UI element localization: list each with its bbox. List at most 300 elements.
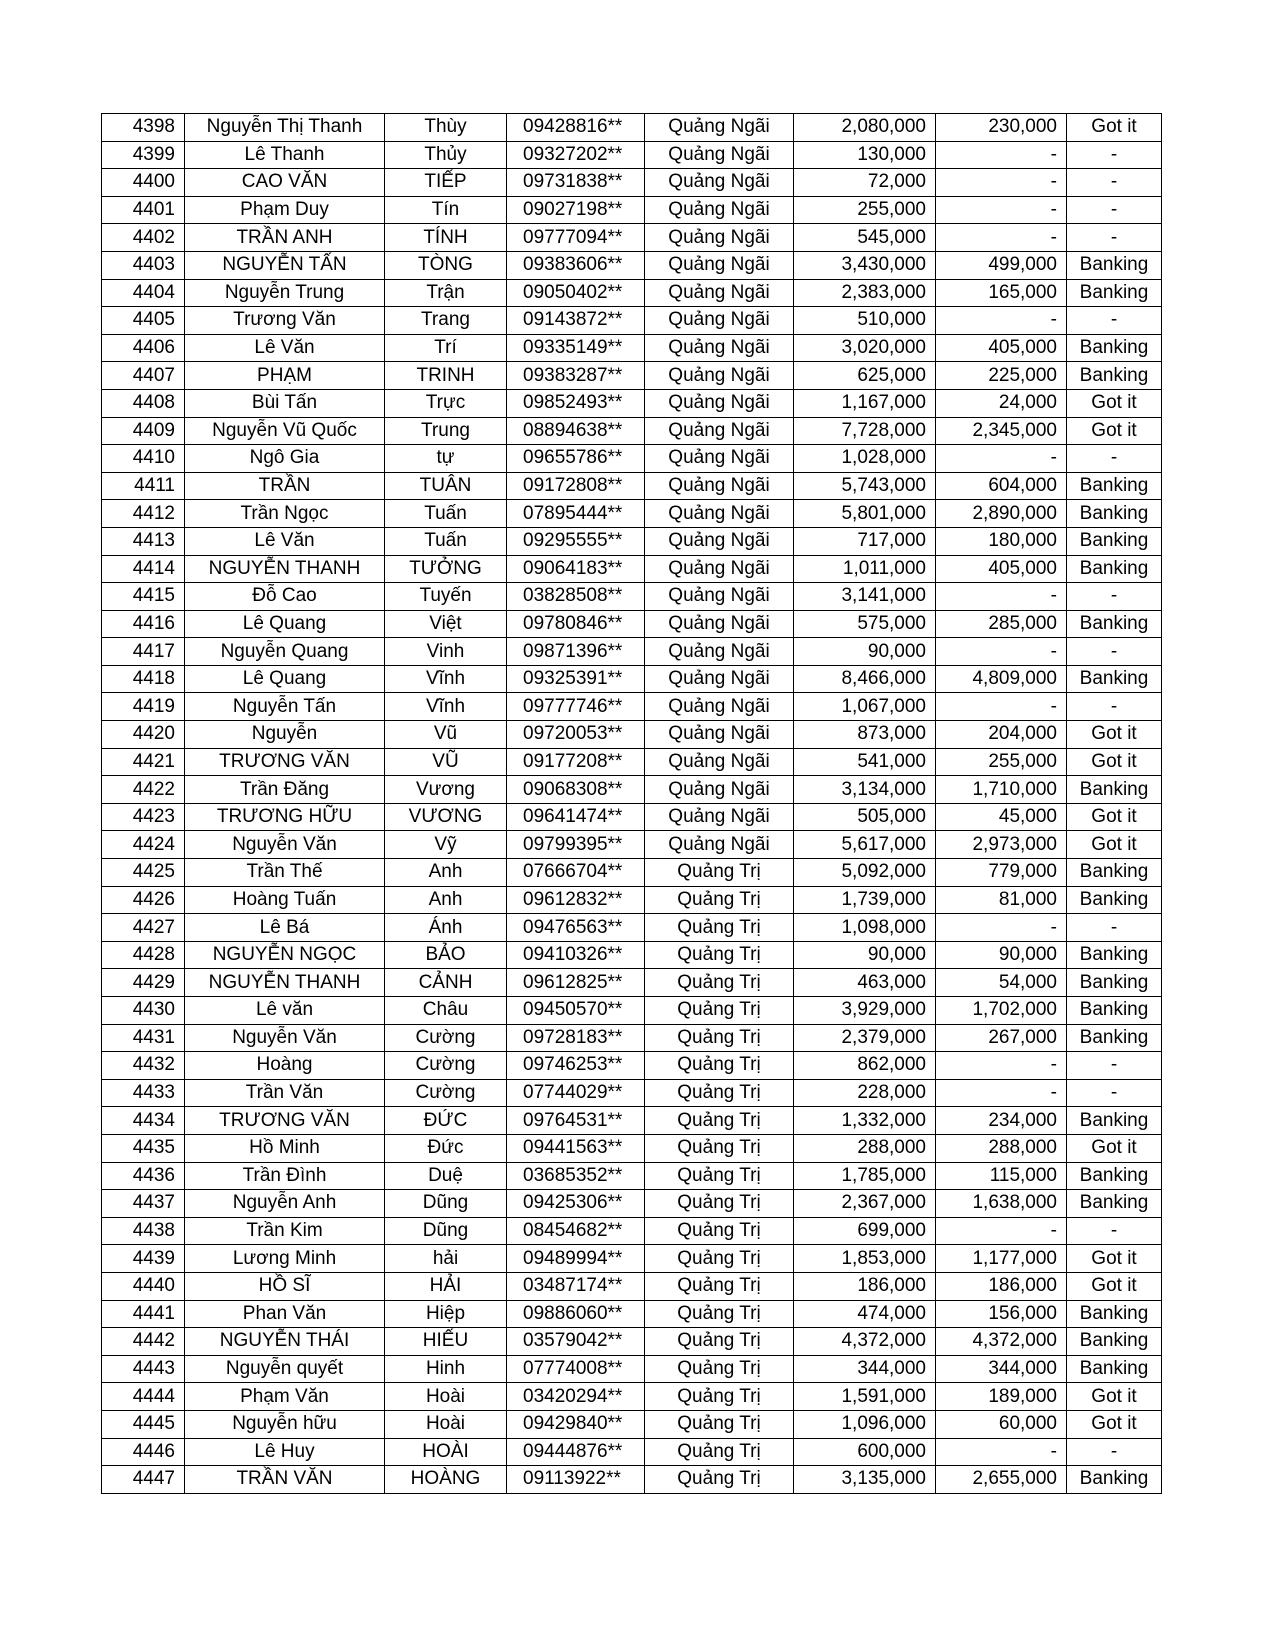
surname-cell: Phạm Văn: [185, 1383, 385, 1411]
row-number-cell: 4447: [102, 1466, 185, 1494]
paid-amount-cell: 4,372,000: [936, 1328, 1067, 1356]
amount-cell: 8,466,000: [794, 665, 936, 693]
surname-cell: Trần Ngọc: [185, 500, 385, 528]
phone-cell: 09852493**: [507, 389, 645, 417]
amount-cell: 288,000: [794, 1134, 936, 1162]
amount-cell: 2,379,000: [794, 1024, 936, 1052]
paid-amount-cell: 24,000: [936, 389, 1067, 417]
table-row: [102, 1052, 1162, 1080]
paid-amount-cell: 54,000: [936, 969, 1067, 997]
province-cell: Quảng Ngãi: [645, 307, 794, 335]
amount-cell: 72,000: [794, 169, 936, 197]
surname-cell: Lương Minh: [185, 1245, 385, 1273]
given-name-cell: Vĩnh: [385, 693, 507, 721]
table-row: [102, 224, 1162, 252]
row-number-cell: 4413: [102, 527, 185, 555]
payment-method-cell: Got it: [1067, 114, 1162, 142]
row-number-cell: 4420: [102, 721, 185, 749]
payment-method-cell: -: [1067, 693, 1162, 721]
row-number-cell: 4408: [102, 389, 185, 417]
surname-cell: Lê Quang: [185, 610, 385, 638]
amount-cell: 1,739,000: [794, 886, 936, 914]
surname-cell: Hoàng: [185, 1052, 385, 1080]
row-number-cell: 4424: [102, 831, 185, 859]
surname-cell: Đỗ Cao: [185, 583, 385, 611]
paid-amount-cell: 165,000: [936, 279, 1067, 307]
surname-cell: Trần Đăng: [185, 776, 385, 804]
row-number-cell: 4416: [102, 610, 185, 638]
surname-cell: Ngô Gia: [185, 445, 385, 473]
province-cell: Quảng Ngãi: [645, 362, 794, 390]
payment-method-cell: Banking: [1067, 997, 1162, 1025]
given-name-cell: Anh: [385, 886, 507, 914]
province-cell: Quảng Trị: [645, 1410, 794, 1438]
phone-cell: 09050402**: [507, 279, 645, 307]
row-number-cell: 4409: [102, 417, 185, 445]
province-cell: Quảng Ngãi: [645, 472, 794, 500]
paid-amount-cell: 45,000: [936, 803, 1067, 831]
phone-cell: 09027198**: [507, 196, 645, 224]
paid-amount-cell: 1,177,000: [936, 1245, 1067, 1273]
table-row: [102, 555, 1162, 583]
phone-cell: 08454682**: [507, 1217, 645, 1245]
amount-cell: 545,000: [794, 224, 936, 252]
province-cell: Quảng Trị: [645, 1217, 794, 1245]
row-number-cell: 4437: [102, 1190, 185, 1218]
surname-cell: Lê Bá: [185, 914, 385, 942]
table-row: [102, 610, 1162, 638]
payment-method-cell: -: [1067, 196, 1162, 224]
given-name-cell: VŨ: [385, 748, 507, 776]
amount-cell: 1,853,000: [794, 1245, 936, 1273]
table-row: [102, 831, 1162, 859]
province-cell: Quảng Ngãi: [645, 169, 794, 197]
row-number-cell: 4422: [102, 776, 185, 804]
phone-cell: 03420294**: [507, 1383, 645, 1411]
amount-cell: 344,000: [794, 1355, 936, 1383]
payment-method-cell: -: [1067, 307, 1162, 335]
paid-amount-cell: -: [936, 1438, 1067, 1466]
surname-cell: Nguyễn Vũ Quốc: [185, 417, 385, 445]
phone-cell: 09720053**: [507, 721, 645, 749]
surname-cell: Nguyễn Thị Thanh: [185, 114, 385, 142]
phone-cell: 09799395**: [507, 831, 645, 859]
surname-cell: TRẦN ANH: [185, 224, 385, 252]
row-number-cell: 4404: [102, 279, 185, 307]
paid-amount-cell: 230,000: [936, 114, 1067, 142]
table-row: [102, 472, 1162, 500]
amount-cell: 5,743,000: [794, 472, 936, 500]
table-row: [102, 1328, 1162, 1356]
surname-cell: Lê Huy: [185, 1438, 385, 1466]
paid-amount-cell: -: [936, 1079, 1067, 1107]
paid-amount-cell: 285,000: [936, 610, 1067, 638]
payment-method-cell: Banking: [1067, 665, 1162, 693]
phone-cell: 09450570**: [507, 997, 645, 1025]
amount-cell: 575,000: [794, 610, 936, 638]
given-name-cell: Thùy: [385, 114, 507, 142]
row-number-cell: 4414: [102, 555, 185, 583]
payment-method-cell: Banking: [1067, 472, 1162, 500]
row-number-cell: 4415: [102, 583, 185, 611]
table-row: [102, 1024, 1162, 1052]
phone-cell: 09780846**: [507, 610, 645, 638]
given-name-cell: ĐỨC: [385, 1107, 507, 1135]
payment-method-cell: -: [1067, 1052, 1162, 1080]
phone-cell: 09172808**: [507, 472, 645, 500]
phone-cell: 07895444**: [507, 500, 645, 528]
given-name-cell: Cường: [385, 1052, 507, 1080]
province-cell: Quảng Ngãi: [645, 196, 794, 224]
row-number-cell: 4407: [102, 362, 185, 390]
given-name-cell: HIẾU: [385, 1328, 507, 1356]
phone-cell: 09068308**: [507, 776, 645, 804]
province-cell: Quảng Trị: [645, 997, 794, 1025]
given-name-cell: Thủy: [385, 141, 507, 169]
payment-method-cell: Got it: [1067, 417, 1162, 445]
paid-amount-cell: 2,345,000: [936, 417, 1067, 445]
given-name-cell: Đức: [385, 1134, 507, 1162]
province-cell: Quảng Ngãi: [645, 114, 794, 142]
province-cell: Quảng Ngãi: [645, 610, 794, 638]
payment-method-cell: Banking: [1067, 362, 1162, 390]
amount-cell: 625,000: [794, 362, 936, 390]
amount-cell: 600,000: [794, 1438, 936, 1466]
amount-cell: 1,785,000: [794, 1162, 936, 1190]
payment-method-cell: Banking: [1067, 500, 1162, 528]
province-cell: Quảng Trị: [645, 1300, 794, 1328]
phone-cell: 09746253**: [507, 1052, 645, 1080]
table-row: [102, 1190, 1162, 1218]
row-number-cell: 4438: [102, 1217, 185, 1245]
table-body: [102, 114, 1162, 1494]
payment-method-cell: -: [1067, 1217, 1162, 1245]
amount-cell: 3,430,000: [794, 251, 936, 279]
paid-amount-cell: 604,000: [936, 472, 1067, 500]
row-number-cell: 4418: [102, 665, 185, 693]
surname-cell: Nguyễn Trung: [185, 279, 385, 307]
amount-cell: 4,372,000: [794, 1328, 936, 1356]
payment-method-cell: Banking: [1067, 1190, 1162, 1218]
table-row: [102, 1466, 1162, 1494]
table-row: [102, 500, 1162, 528]
payment-method-cell: -: [1067, 914, 1162, 942]
province-cell: Quảng Trị: [645, 1328, 794, 1356]
table-row: [102, 1217, 1162, 1245]
amount-cell: 463,000: [794, 969, 936, 997]
surname-cell: Trần Văn: [185, 1079, 385, 1107]
amount-cell: 90,000: [794, 638, 936, 666]
given-name-cell: Hiệp: [385, 1300, 507, 1328]
province-cell: Quảng Ngãi: [645, 527, 794, 555]
row-number-cell: 4440: [102, 1272, 185, 1300]
surname-cell: Nguyễn hữu: [185, 1410, 385, 1438]
surname-cell: TRẦN: [185, 472, 385, 500]
amount-cell: 474,000: [794, 1300, 936, 1328]
given-name-cell: TƯỞNG: [385, 555, 507, 583]
row-number-cell: 4429: [102, 969, 185, 997]
phone-cell: 07774008**: [507, 1355, 645, 1383]
table-row: [102, 859, 1162, 887]
table-row: [102, 1410, 1162, 1438]
row-number-cell: 4444: [102, 1383, 185, 1411]
surname-cell: Lê Văn: [185, 334, 385, 362]
payment-method-cell: -: [1067, 169, 1162, 197]
province-cell: Quảng Ngãi: [645, 251, 794, 279]
province-cell: Quảng Ngãi: [645, 224, 794, 252]
phone-cell: 09113922**: [507, 1466, 645, 1494]
given-name-cell: Hinh: [385, 1355, 507, 1383]
amount-cell: 862,000: [794, 1052, 936, 1080]
province-cell: Quảng Ngãi: [645, 831, 794, 859]
surname-cell: Hồ Minh: [185, 1134, 385, 1162]
phone-cell: 07666704**: [507, 859, 645, 887]
given-name-cell: Dũng: [385, 1190, 507, 1218]
paid-amount-cell: 255,000: [936, 748, 1067, 776]
surname-cell: Nguyễn Tấn: [185, 693, 385, 721]
given-name-cell: TÍNH: [385, 224, 507, 252]
phone-cell: 03828508**: [507, 583, 645, 611]
given-name-cell: Dũng: [385, 1217, 507, 1245]
surname-cell: Lê Quang: [185, 665, 385, 693]
province-cell: Quảng Trị: [645, 859, 794, 887]
paid-amount-cell: 2,890,000: [936, 500, 1067, 528]
paid-amount-cell: -: [936, 196, 1067, 224]
province-cell: Quảng Ngãi: [645, 748, 794, 776]
row-number-cell: 4442: [102, 1328, 185, 1356]
payment-method-cell: Got it: [1067, 1410, 1162, 1438]
province-cell: Quảng Ngãi: [645, 721, 794, 749]
paid-amount-cell: 1,710,000: [936, 776, 1067, 804]
surname-cell: NGUYỄN THANH: [185, 555, 385, 583]
surname-cell: NGUYỄN THANH: [185, 969, 385, 997]
table-row: [102, 141, 1162, 169]
table-row: [102, 1300, 1162, 1328]
table-row: [102, 1134, 1162, 1162]
payment-method-cell: Banking: [1067, 1300, 1162, 1328]
payment-method-cell: Banking: [1067, 610, 1162, 638]
phone-cell: 09764531**: [507, 1107, 645, 1135]
given-name-cell: Vũ: [385, 721, 507, 749]
given-name-cell: Trí: [385, 334, 507, 362]
row-number-cell: 4401: [102, 196, 185, 224]
province-cell: Quảng Trị: [645, 969, 794, 997]
surname-cell: Bùi Tấn: [185, 389, 385, 417]
surname-cell: Phan Văn: [185, 1300, 385, 1328]
payment-method-cell: Got it: [1067, 1272, 1162, 1300]
amount-cell: 1,098,000: [794, 914, 936, 942]
phone-cell: 09655786**: [507, 445, 645, 473]
province-cell: Quảng Trị: [645, 1355, 794, 1383]
payment-method-cell: Got it: [1067, 389, 1162, 417]
phone-cell: 09143872**: [507, 307, 645, 335]
row-number-cell: 4399: [102, 141, 185, 169]
province-cell: Quảng Ngãi: [645, 279, 794, 307]
amount-cell: 1,011,000: [794, 555, 936, 583]
payment-method-cell: Banking: [1067, 555, 1162, 583]
payment-method-cell: -: [1067, 583, 1162, 611]
given-name-cell: tự: [385, 445, 507, 473]
given-name-cell: BẢO: [385, 941, 507, 969]
row-number-cell: 4431: [102, 1024, 185, 1052]
payment-method-cell: Banking: [1067, 1355, 1162, 1383]
table-row: [102, 886, 1162, 914]
province-cell: Quảng Ngãi: [645, 638, 794, 666]
payment-method-cell: Banking: [1067, 969, 1162, 997]
province-cell: Quảng Ngãi: [645, 803, 794, 831]
surname-cell: TRƯƠNG HỮU: [185, 803, 385, 831]
table-row: [102, 362, 1162, 390]
paid-amount-cell: 60,000: [936, 1410, 1067, 1438]
paid-amount-cell: 344,000: [936, 1355, 1067, 1383]
province-cell: Quảng Trị: [645, 1466, 794, 1494]
payment-method-cell: Got it: [1067, 1245, 1162, 1273]
payment-method-cell: Banking: [1067, 334, 1162, 362]
province-cell: Quảng Trị: [645, 1079, 794, 1107]
payment-method-cell: Banking: [1067, 1162, 1162, 1190]
given-name-cell: Trận: [385, 279, 507, 307]
surname-cell: HỒ SĨ: [185, 1272, 385, 1300]
phone-cell: 09612832**: [507, 886, 645, 914]
amount-cell: 5,092,000: [794, 859, 936, 887]
province-cell: Quảng Ngãi: [645, 445, 794, 473]
amount-cell: 1,332,000: [794, 1107, 936, 1135]
payment-method-cell: -: [1067, 1438, 1162, 1466]
given-name-cell: Trang: [385, 307, 507, 335]
amount-cell: 3,141,000: [794, 583, 936, 611]
phone-cell: 09886060**: [507, 1300, 645, 1328]
amount-cell: 5,617,000: [794, 831, 936, 859]
paid-amount-cell: -: [936, 307, 1067, 335]
table-row: [102, 1079, 1162, 1107]
row-number-cell: 4436: [102, 1162, 185, 1190]
payment-method-cell: -: [1067, 445, 1162, 473]
amount-cell: 90,000: [794, 941, 936, 969]
amount-cell: 3,134,000: [794, 776, 936, 804]
paid-amount-cell: 288,000: [936, 1134, 1067, 1162]
phone-cell: 09731838**: [507, 169, 645, 197]
paid-amount-cell: 1,702,000: [936, 997, 1067, 1025]
phone-cell: 09325391**: [507, 665, 645, 693]
payment-method-cell: -: [1067, 224, 1162, 252]
surname-cell: Nguyễn Văn: [185, 831, 385, 859]
paid-amount-cell: 225,000: [936, 362, 1067, 390]
province-cell: Quảng Trị: [645, 1245, 794, 1273]
province-cell: Quảng Trị: [645, 886, 794, 914]
given-name-cell: Ánh: [385, 914, 507, 942]
paid-amount-cell: 90,000: [936, 941, 1067, 969]
given-name-cell: Tuyến: [385, 583, 507, 611]
table-row: [102, 1107, 1162, 1135]
row-number-cell: 4445: [102, 1410, 185, 1438]
paid-amount-cell: 2,655,000: [936, 1466, 1067, 1494]
phone-cell: 09489994**: [507, 1245, 645, 1273]
payment-method-cell: Banking: [1067, 1024, 1162, 1052]
table-row: [102, 251, 1162, 279]
given-name-cell: Tuấn: [385, 500, 507, 528]
province-cell: Quảng Ngãi: [645, 417, 794, 445]
data-table: [101, 113, 1162, 1494]
table-row: [102, 169, 1162, 197]
payment-method-cell: Banking: [1067, 251, 1162, 279]
paid-amount-cell: 186,000: [936, 1272, 1067, 1300]
surname-cell: NGUYỄN NGỌC: [185, 941, 385, 969]
given-name-cell: Duệ: [385, 1162, 507, 1190]
table-row: [102, 389, 1162, 417]
paid-amount-cell: 180,000: [936, 527, 1067, 555]
row-number-cell: 4417: [102, 638, 185, 666]
row-number-cell: 4426: [102, 886, 185, 914]
surname-cell: NGUYỄN THÁI: [185, 1328, 385, 1356]
phone-cell: 03487174**: [507, 1272, 645, 1300]
surname-cell: Nguyễn Anh: [185, 1190, 385, 1218]
row-number-cell: 4428: [102, 941, 185, 969]
province-cell: Quảng Trị: [645, 1162, 794, 1190]
phone-cell: 09064183**: [507, 555, 645, 583]
amount-cell: 3,020,000: [794, 334, 936, 362]
payment-method-cell: -: [1067, 141, 1162, 169]
payment-method-cell: Banking: [1067, 859, 1162, 887]
surname-cell: Trương Văn: [185, 307, 385, 335]
phone-cell: 09383606**: [507, 251, 645, 279]
paid-amount-cell: -: [936, 693, 1067, 721]
table-row: [102, 1162, 1162, 1190]
row-number-cell: 4433: [102, 1079, 185, 1107]
payment-method-cell: Got it: [1067, 831, 1162, 859]
row-number-cell: 4427: [102, 914, 185, 942]
payment-method-cell: Got it: [1067, 1383, 1162, 1411]
surname-cell: CAO VĂN: [185, 169, 385, 197]
given-name-cell: HẢI: [385, 1272, 507, 1300]
amount-cell: 2,080,000: [794, 114, 936, 142]
given-name-cell: Cường: [385, 1079, 507, 1107]
payment-method-cell: Banking: [1067, 527, 1162, 555]
phone-cell: 03685352**: [507, 1162, 645, 1190]
surname-cell: NGUYỄN TẤN: [185, 251, 385, 279]
amount-cell: 873,000: [794, 721, 936, 749]
table-row: [102, 693, 1162, 721]
table-row: [102, 307, 1162, 335]
province-cell: Quảng Trị: [645, 1190, 794, 1218]
province-cell: Quảng Ngãi: [645, 141, 794, 169]
phone-cell: 03579042**: [507, 1328, 645, 1356]
surname-cell: TRẦN VĂN: [185, 1466, 385, 1494]
province-cell: Quảng Ngãi: [645, 389, 794, 417]
paid-amount-cell: -: [936, 1052, 1067, 1080]
surname-cell: TRƯƠNG VĂN: [185, 1107, 385, 1135]
row-number-cell: 4435: [102, 1134, 185, 1162]
table-row: [102, 803, 1162, 831]
amount-cell: 1,591,000: [794, 1383, 936, 1411]
table-row: [102, 776, 1162, 804]
surname-cell: Nguyễn Văn: [185, 1024, 385, 1052]
row-number-cell: 4446: [102, 1438, 185, 1466]
given-name-cell: VƯƠNG: [385, 803, 507, 831]
phone-cell: 09871396**: [507, 638, 645, 666]
phone-cell: 09777746**: [507, 693, 645, 721]
phone-cell: 07744029**: [507, 1079, 645, 1107]
province-cell: Quảng Trị: [645, 1383, 794, 1411]
amount-cell: 2,383,000: [794, 279, 936, 307]
table-row: [102, 196, 1162, 224]
surname-cell: Trần Thế: [185, 859, 385, 887]
given-name-cell: TRINH: [385, 362, 507, 390]
province-cell: Quảng Ngãi: [645, 665, 794, 693]
amount-cell: 717,000: [794, 527, 936, 555]
given-name-cell: Trực: [385, 389, 507, 417]
payment-method-cell: Banking: [1067, 886, 1162, 914]
table-row: [102, 638, 1162, 666]
